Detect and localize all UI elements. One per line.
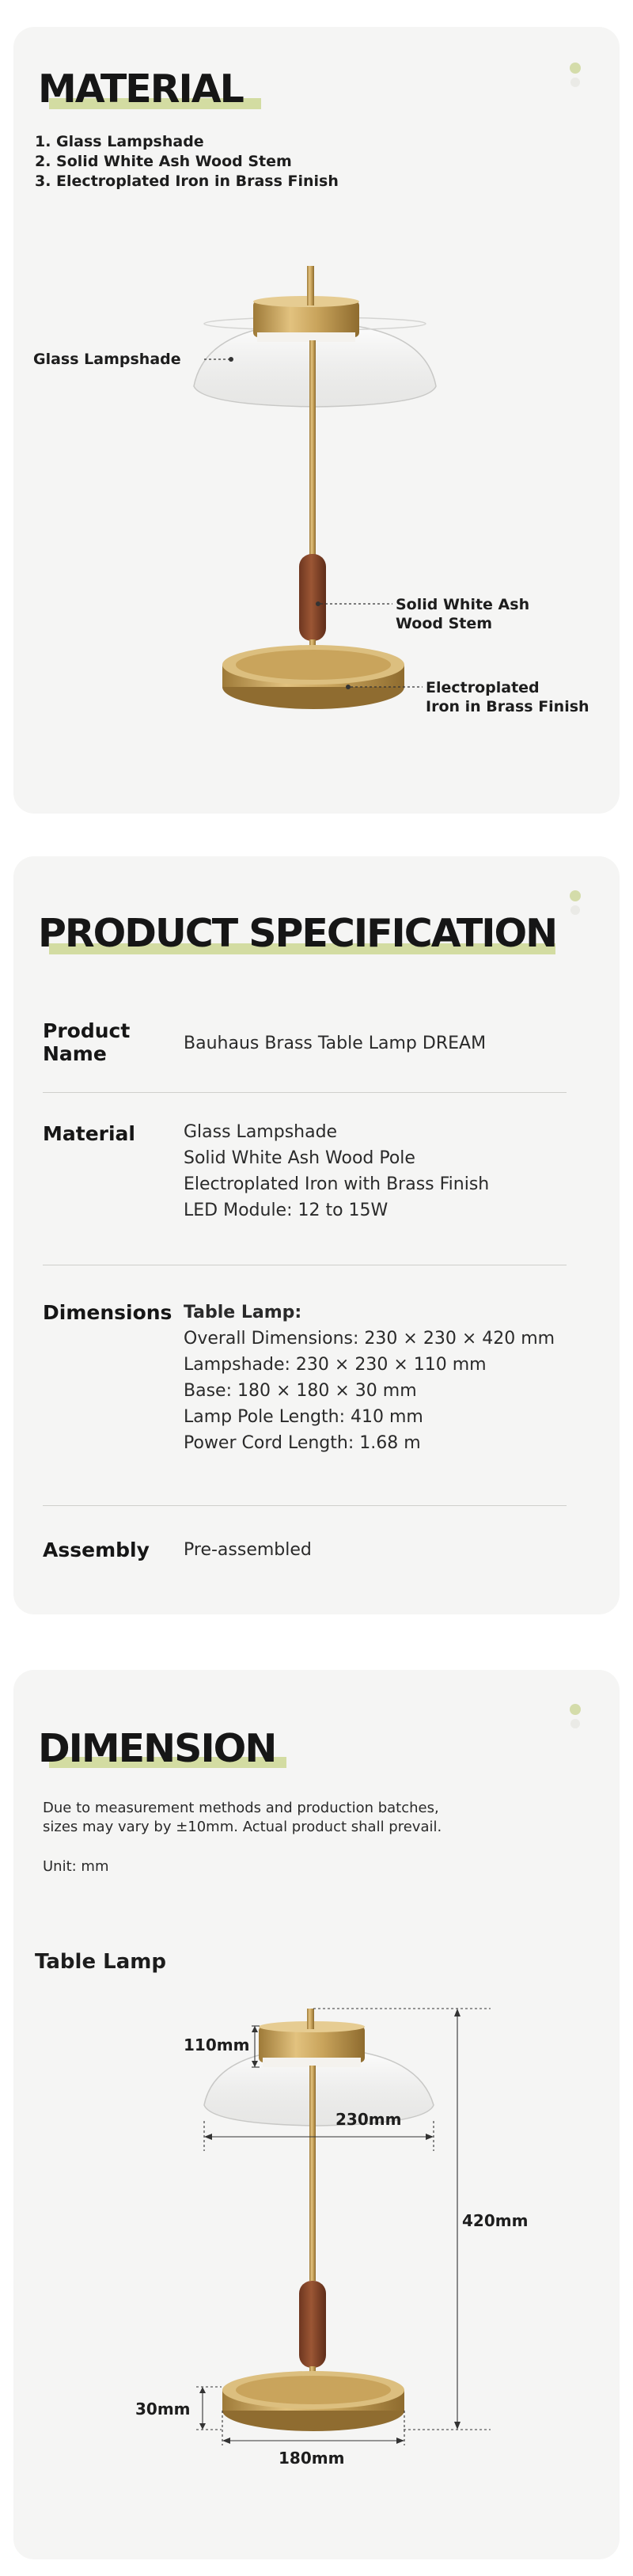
callout-wood-stem-line1: Solid White Ash <box>396 596 530 613</box>
spec-value-line: Base: 180 × 180 × 30 mm <box>184 1381 417 1401</box>
material-list-item: 2. Solid White Ash Wood Stem <box>35 153 292 170</box>
dim-label-shade-height: 110mm <box>184 2035 250 2054</box>
dim-label-overall-height: 420mm <box>462 2211 529 2230</box>
spec-value-line: Lampshade: 230 × 230 × 110 mm <box>184 1355 487 1375</box>
spec-value: Bauhaus Brass Table Lamp DREAM <box>184 1034 487 1053</box>
spec-label: Dimensions <box>43 1301 172 1324</box>
material-heading: MATERIAL <box>38 66 243 112</box>
spec-label-line: Product <box>43 1019 131 1042</box>
spec-label: Assembly <box>43 1538 150 1561</box>
spec-value-line: Overall Dimensions: 230 × 230 × 420 mm <box>184 1329 555 1349</box>
spec-heading: PRODUCT SPECIFICATION <box>38 911 557 956</box>
dimension-subtitle: Table Lamp <box>35 1950 166 1974</box>
callout-brass-base-line1: Electroplated <box>426 679 540 696</box>
dim-label-base-width: 180mm <box>279 2449 345 2468</box>
spec-value-line: Lamp Pole Length: 410 mm <box>184 1407 423 1427</box>
callout-glass-lampshade: Glass Lampshade <box>33 351 181 368</box>
spec-label: Material <box>43 1122 135 1145</box>
measurement-note-line: sizes may vary by ±10mm. Actual product shall prevail. <box>43 1819 442 1835</box>
callout-brass-base-line2: Iron in Brass Finish <box>426 698 589 715</box>
measurement-note-line: Due to measurement methods and production batches, <box>43 1800 439 1816</box>
dim-label-shade-width: 230mm <box>335 2110 402 2129</box>
dim-label-base-height: 30mm <box>135 2400 191 2419</box>
spec-value-line: LED Module: 12 to 15W <box>184 1201 389 1220</box>
spec-value-line: Electroplated Iron with Brass Finish <box>184 1174 490 1194</box>
callout-wood-stem-line2: Wood Stem <box>396 615 493 632</box>
spec-value: Pre-assembled <box>184 1540 312 1560</box>
unit-note: Unit: mm <box>43 1858 109 1875</box>
spec-value-line: Solid White Ash Wood Pole <box>184 1148 415 1168</box>
spec-value-line: Glass Lampshade <box>184 1122 338 1142</box>
material-list-item: 1. Glass Lampshade <box>35 133 204 150</box>
spec-label-line: Name <box>43 1042 107 1065</box>
material-list-item: 3. Electroplated Iron in Brass Finish <box>35 173 339 190</box>
spec-value-line: Power Cord Length: 1.68 m <box>184 1433 421 1453</box>
dimension-heading: DIMENSION <box>38 1726 276 1771</box>
spec-value-heading-text: Table Lamp: <box>184 1303 302 1322</box>
